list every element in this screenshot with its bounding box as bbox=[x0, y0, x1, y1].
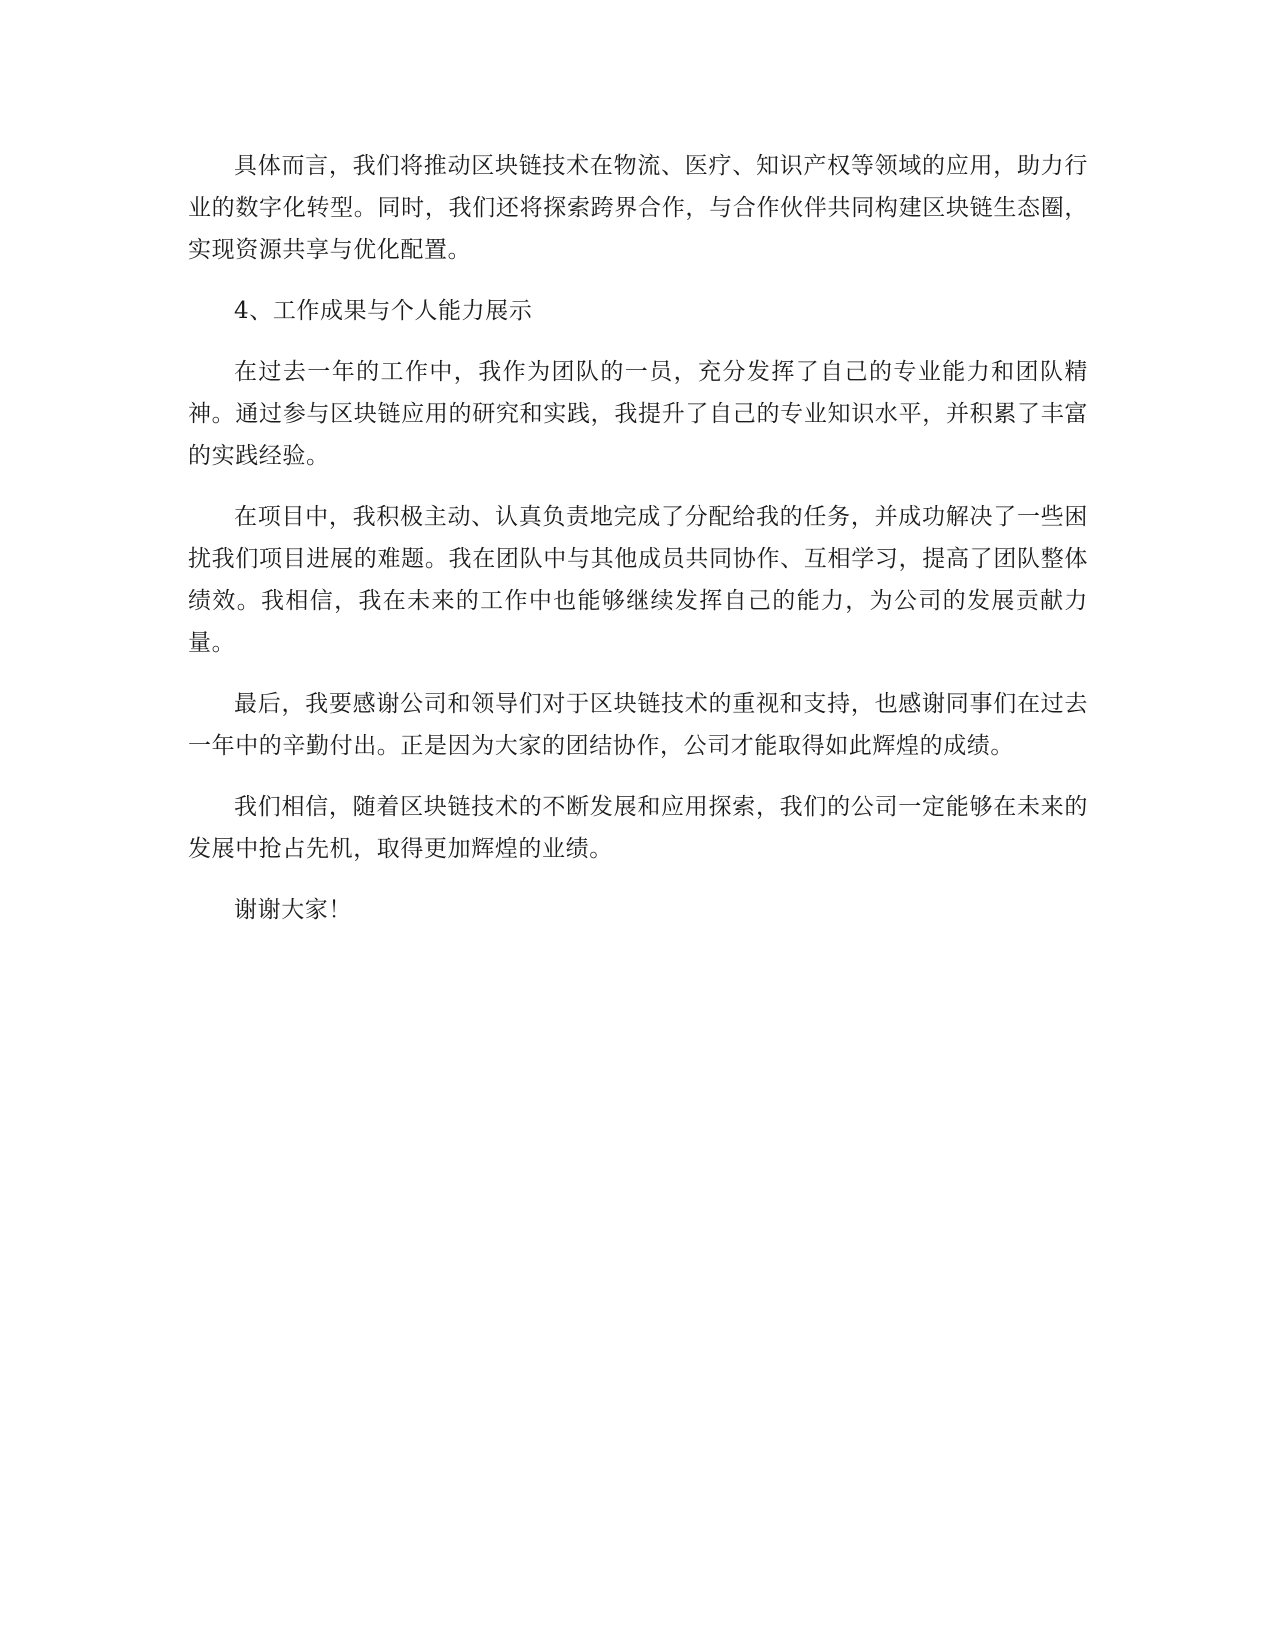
paragraph-thanks: 最后，我要感谢公司和领导们对于区块链技术的重视和支持，也感谢同事们在过去一年中的辛勤付出。正是因为大家的团结协作，公司才能取得如此辉煌的成绩。 bbox=[188, 691, 1088, 759]
document-body bbox=[188, 145, 1088, 950]
paragraph-application-plans: 具体而言，我们将推动区块链技术在物流、医疗、知识产权等领域的应用，助力行业的数字化转型。同时，我们还将探索跨界合作，与合作伙伴共同构建区块链生态圈，实现资源共享与优化配置。 bbox=[188, 153, 1088, 263]
paragraph-outlook: 我们相信，随着区块链技术的不断发展和应用探索，我们的公司一定能够在未来的发展中抢占先机，取得更加辉煌的业绩。 bbox=[188, 794, 1088, 862]
section-heading-achievements: 4、工作成果与个人能力展示 bbox=[234, 298, 533, 324]
paragraph-project-contribution: 在项目中，我积极主动、认真负责地完成了分配给我的任务，并成功解决了一些困扰我们项目进展的难题。我在团队中与其他成员共同协作、互相学习，提高了团队整体绩效。我相信，我在未来的工作中也能够继续发挥自己的能力，为公司的发展贡献力量。 bbox=[188, 504, 1088, 656]
paragraph-closing: 谢谢大家！ bbox=[234, 897, 352, 923]
paragraph-past-year-work: 在过去一年的工作中，我作为团队的一员，充分发挥了自己的专业能力和团队精神。通过参与区块链应用的研究和实践，我提升了自己的专业知识水平，并积累了丰富的实践经验。 bbox=[188, 359, 1088, 469]
